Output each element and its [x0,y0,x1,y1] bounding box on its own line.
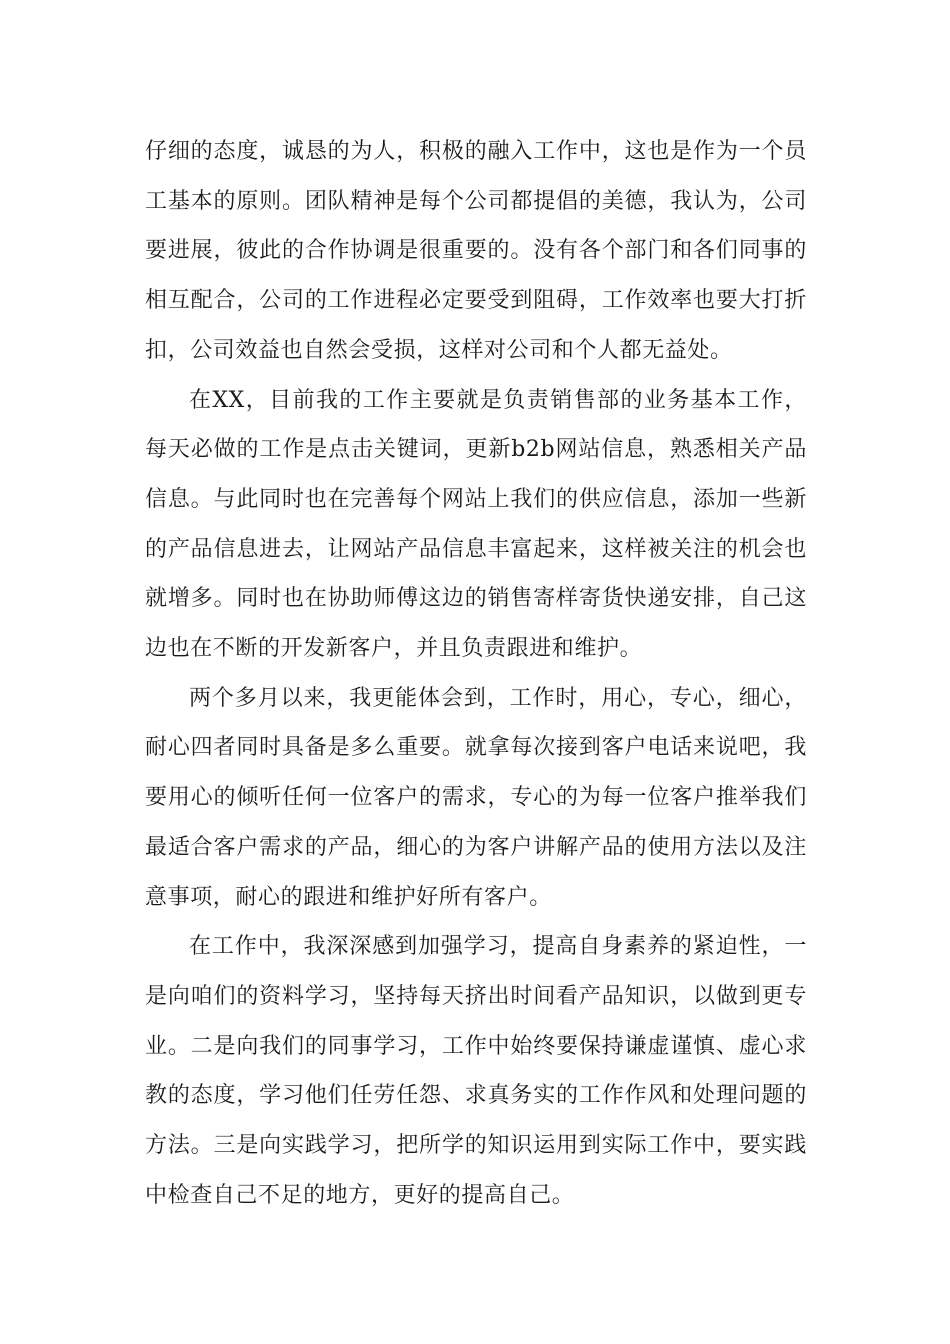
paragraph-learning: 在工作中，我深深感到加强学习，提高自身素养的紧迫性，一是向咱们的资料学习，坚持每天挤出时间看产品知识，以做到更专业。二是向我们的同事学习，工作中始终要保持谦虚谨慎、虚心求教的态度，学习他们任劳任怨、求真务实的工作作风和处理问题的方法。三是向实践学习，把所学的知识运用到实际工作中，要实践中检查自己不足的地方，更好的提高自己。 [145,934,807,1208]
paragraph-daily-work: 在XX，目前我的工作主要就是负责销售部的业务基本工作，每天必做的工作是点击关键词，更新b2b网站信息，熟悉相关产品信息。与此同时也在完善每个网站上我们的供应信息，添加一些新的产品信息进去，让网站产品信息丰富起来，这样被关注的机会也就增多。同时也在协助师傅这边的销售寄样寄货快递安排，自己这边也在不断的开发新客户，并且负责跟进和维护。 [145,387,807,662]
document-body [145,127,807,1220]
paragraph-teamwork: 仔细的态度，诚恳的为人，积极的融入工作中，这也是作为一个员工基本的原则。团队精神是每个公司都提倡的美德，我认为，公司要进展，彼此的合作协调是很重要的。没有各个部门和各们同事的相互配合，公司的工作进程必定要受到阻碍，工作效率也要大打折扣，公司效益也自然会受损，这样对公司和个人都无益处。 [145,139,807,363]
paragraph-customer-service: 两个多月以来，我更能体会到，工作时，用心，专心，细心，耐心四者同时具备是多么重要。就拿每次接到客户电话来说吧，我要用心的倾听任何一位客户的需求，专心的为每一位客户推举我们最适合客户需求的产品，细心的为客户讲解产品的使用方法以及注意事项，耐心的跟进和维护好所有客户。 [145,685,807,910]
